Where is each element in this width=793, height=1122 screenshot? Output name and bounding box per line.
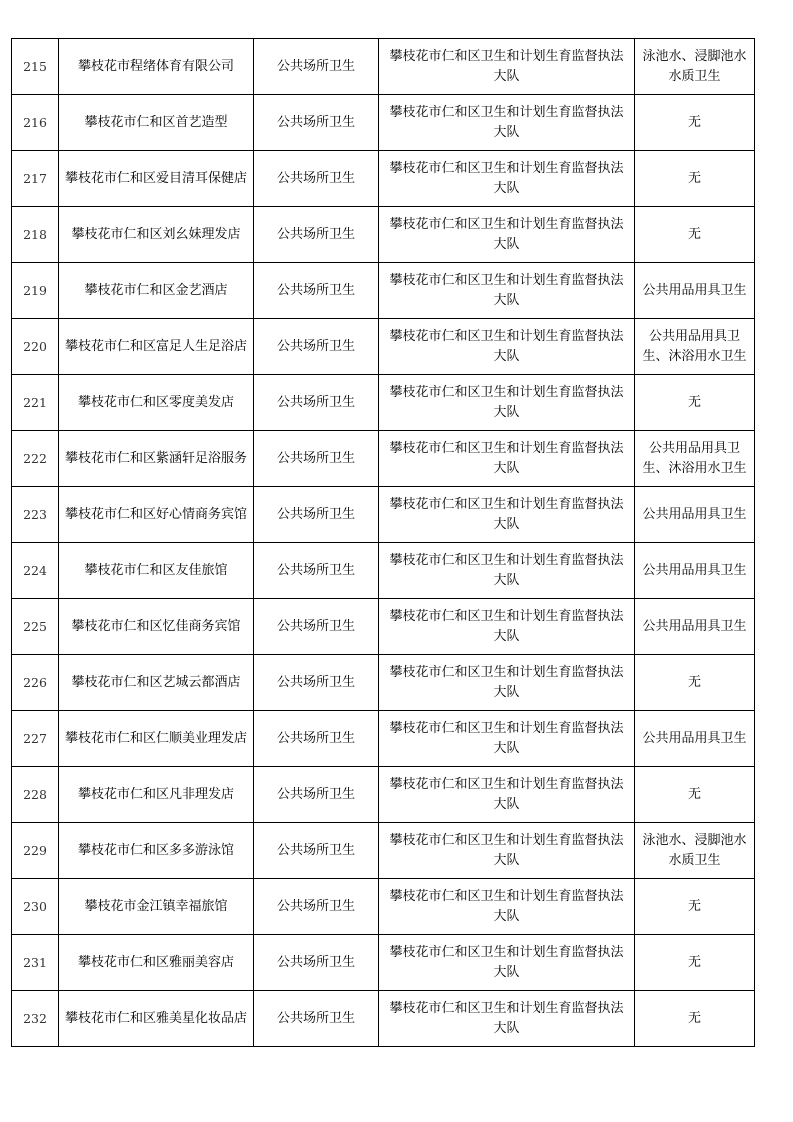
inspection-scope-cell: 无: [635, 207, 755, 263]
inspection-scope-cell: 无: [635, 879, 755, 935]
supervising-agency-cell: 攀枝花市仁和区卫生和计划生育监督执法大队: [379, 375, 635, 431]
inspection-category-cell: 公共场所卫生: [254, 543, 379, 599]
inspection-category-cell: 公共场所卫生: [254, 375, 379, 431]
row-number-cell: 223: [12, 487, 59, 543]
business-name-cell: 攀枝花市金江镇幸福旅馆: [59, 879, 254, 935]
business-name-cell: 攀枝花市仁和区刘幺妹理发店: [59, 207, 254, 263]
business-name-cell: 攀枝花市仁和区紫涵轩足浴服务: [59, 431, 254, 487]
supervising-agency-cell: 攀枝花市仁和区卫生和计划生育监督执法大队: [379, 991, 635, 1047]
row-number-cell: 215: [12, 39, 59, 95]
inspection-scope-cell: 公共用品用具卫生: [635, 263, 755, 319]
inspection-category-cell: 公共场所卫生: [254, 599, 379, 655]
business-name-cell: 攀枝花市仁和区忆佳商务宾馆: [59, 599, 254, 655]
table-row: [12, 823, 755, 879]
table-row: [12, 95, 755, 151]
supervising-agency-cell: 攀枝花市仁和区卫生和计划生育监督执法大队: [379, 207, 635, 263]
table-row: [12, 711, 755, 767]
business-name-cell: 攀枝花市仁和区多多游泳馆: [59, 823, 254, 879]
business-name-cell: 攀枝花市仁和区爱目清耳保健店: [59, 151, 254, 207]
inspection-scope-cell: 公共用品用具卫生、沐浴用水卫生: [635, 319, 755, 375]
row-number-cell: 230: [12, 879, 59, 935]
supervising-agency-cell: 攀枝花市仁和区卫生和计划生育监督执法大队: [379, 487, 635, 543]
business-name-cell: 攀枝花市仁和区金艺酒店: [59, 263, 254, 319]
inspection-category-cell: 公共场所卫生: [254, 935, 379, 991]
table-row: [12, 767, 755, 823]
inspection-category-cell: 公共场所卫生: [254, 487, 379, 543]
supervising-agency-cell: 攀枝花市仁和区卫生和计划生育监督执法大队: [379, 823, 635, 879]
business-name-cell: 攀枝花市仁和区雅丽美容店: [59, 935, 254, 991]
supervising-agency-cell: 攀枝花市仁和区卫生和计划生育监督执法大队: [379, 431, 635, 487]
inspection-category-cell: 公共场所卫生: [254, 95, 379, 151]
supervising-agency-cell: 攀枝花市仁和区卫生和计划生育监督执法大队: [379, 319, 635, 375]
inspection-scope-cell: 无: [635, 935, 755, 991]
row-number-cell: 217: [12, 151, 59, 207]
row-number-cell: 224: [12, 543, 59, 599]
table-body: [12, 39, 755, 1047]
inspection-scope-cell: 公共用品用具卫生: [635, 543, 755, 599]
row-number-cell: 226: [12, 655, 59, 711]
table-row: [12, 487, 755, 543]
table-row: [12, 431, 755, 487]
inspection-scope-cell: 泳池水、浸脚池水水质卫生: [635, 823, 755, 879]
table-row: [12, 543, 755, 599]
table-row: [12, 263, 755, 319]
business-name-cell: 攀枝花市仁和区好心情商务宾馆: [59, 487, 254, 543]
inspection-scope-cell: 无: [635, 767, 755, 823]
supervising-agency-cell: 攀枝花市仁和区卫生和计划生育监督执法大队: [379, 95, 635, 151]
supervising-agency-cell: 攀枝花市仁和区卫生和计划生育监督执法大队: [379, 879, 635, 935]
inspection-category-cell: 公共场所卫生: [254, 767, 379, 823]
row-number-cell: 221: [12, 375, 59, 431]
inspection-category-cell: 公共场所卫生: [254, 655, 379, 711]
inspection-scope-cell: 公共用品用具卫生、沐浴用水卫生: [635, 431, 755, 487]
inspection-category-cell: 公共场所卫生: [254, 263, 379, 319]
records-table: [11, 38, 755, 1047]
row-number-cell: 228: [12, 767, 59, 823]
table-row: [12, 151, 755, 207]
inspection-category-cell: 公共场所卫生: [254, 319, 379, 375]
inspection-category-cell: 公共场所卫生: [254, 39, 379, 95]
row-number-cell: 227: [12, 711, 59, 767]
row-number-cell: 232: [12, 991, 59, 1047]
inspection-scope-cell: 公共用品用具卫生: [635, 711, 755, 767]
table-row: [12, 935, 755, 991]
inspection-scope-cell: 无: [635, 655, 755, 711]
inspection-scope-cell: 公共用品用具卫生: [635, 487, 755, 543]
row-number-cell: 225: [12, 599, 59, 655]
row-number-cell: 231: [12, 935, 59, 991]
supervising-agency-cell: 攀枝花市仁和区卫生和计划生育监督执法大队: [379, 151, 635, 207]
table-row: [12, 879, 755, 935]
supervising-agency-cell: 攀枝花市仁和区卫生和计划生育监督执法大队: [379, 711, 635, 767]
inspection-category-cell: 公共场所卫生: [254, 207, 379, 263]
inspection-scope-cell: 泳池水、浸脚池水水质卫生: [635, 39, 755, 95]
inspection-category-cell: 公共场所卫生: [254, 823, 379, 879]
row-number-cell: 219: [12, 263, 59, 319]
supervising-agency-cell: 攀枝花市仁和区卫生和计划生育监督执法大队: [379, 935, 635, 991]
inspection-scope-cell: 无: [635, 375, 755, 431]
row-number-cell: 222: [12, 431, 59, 487]
inspection-category-cell: 公共场所卫生: [254, 711, 379, 767]
business-name-cell: 攀枝花市仁和区雅美星化妆品店: [59, 991, 254, 1047]
table-row: [12, 655, 755, 711]
business-name-cell: 攀枝花市仁和区友佳旅馆: [59, 543, 254, 599]
supervising-agency-cell: 攀枝花市仁和区卫生和计划生育监督执法大队: [379, 543, 635, 599]
row-number-cell: 216: [12, 95, 59, 151]
table-row: [12, 375, 755, 431]
inspection-scope-cell: 无: [635, 991, 755, 1047]
table-row: [12, 39, 755, 95]
supervising-agency-cell: 攀枝花市仁和区卫生和计划生育监督执法大队: [379, 767, 635, 823]
inspection-category-cell: 公共场所卫生: [254, 431, 379, 487]
business-name-cell: 攀枝花市仁和区富足人生足浴店: [59, 319, 254, 375]
inspection-scope-cell: 公共用品用具卫生: [635, 599, 755, 655]
business-name-cell: 攀枝花市仁和区凡非理发店: [59, 767, 254, 823]
business-name-cell: 攀枝花市程绪体育有限公司: [59, 39, 254, 95]
inspection-category-cell: 公共场所卫生: [254, 879, 379, 935]
supervising-agency-cell: 攀枝花市仁和区卫生和计划生育监督执法大队: [379, 655, 635, 711]
table-row: [12, 207, 755, 263]
table-row: [12, 991, 755, 1047]
table-row: [12, 319, 755, 375]
business-name-cell: 攀枝花市仁和区仁顺美业理发店: [59, 711, 254, 767]
inspection-category-cell: 公共场所卫生: [254, 151, 379, 207]
supervising-agency-cell: 攀枝花市仁和区卫生和计划生育监督执法大队: [379, 599, 635, 655]
business-name-cell: 攀枝花市仁和区首艺造型: [59, 95, 254, 151]
row-number-cell: 220: [12, 319, 59, 375]
inspection-category-cell: 公共场所卫生: [254, 991, 379, 1047]
inspection-scope-cell: 无: [635, 95, 755, 151]
business-name-cell: 攀枝花市仁和区艺城云都酒店: [59, 655, 254, 711]
supervising-agency-cell: 攀枝花市仁和区卫生和计划生育监督执法大队: [379, 39, 635, 95]
row-number-cell: 229: [12, 823, 59, 879]
inspection-scope-cell: 无: [635, 151, 755, 207]
supervising-agency-cell: 攀枝花市仁和区卫生和计划生育监督执法大队: [379, 263, 635, 319]
row-number-cell: 218: [12, 207, 59, 263]
business-name-cell: 攀枝花市仁和区零度美发店: [59, 375, 254, 431]
table-row: [12, 599, 755, 655]
